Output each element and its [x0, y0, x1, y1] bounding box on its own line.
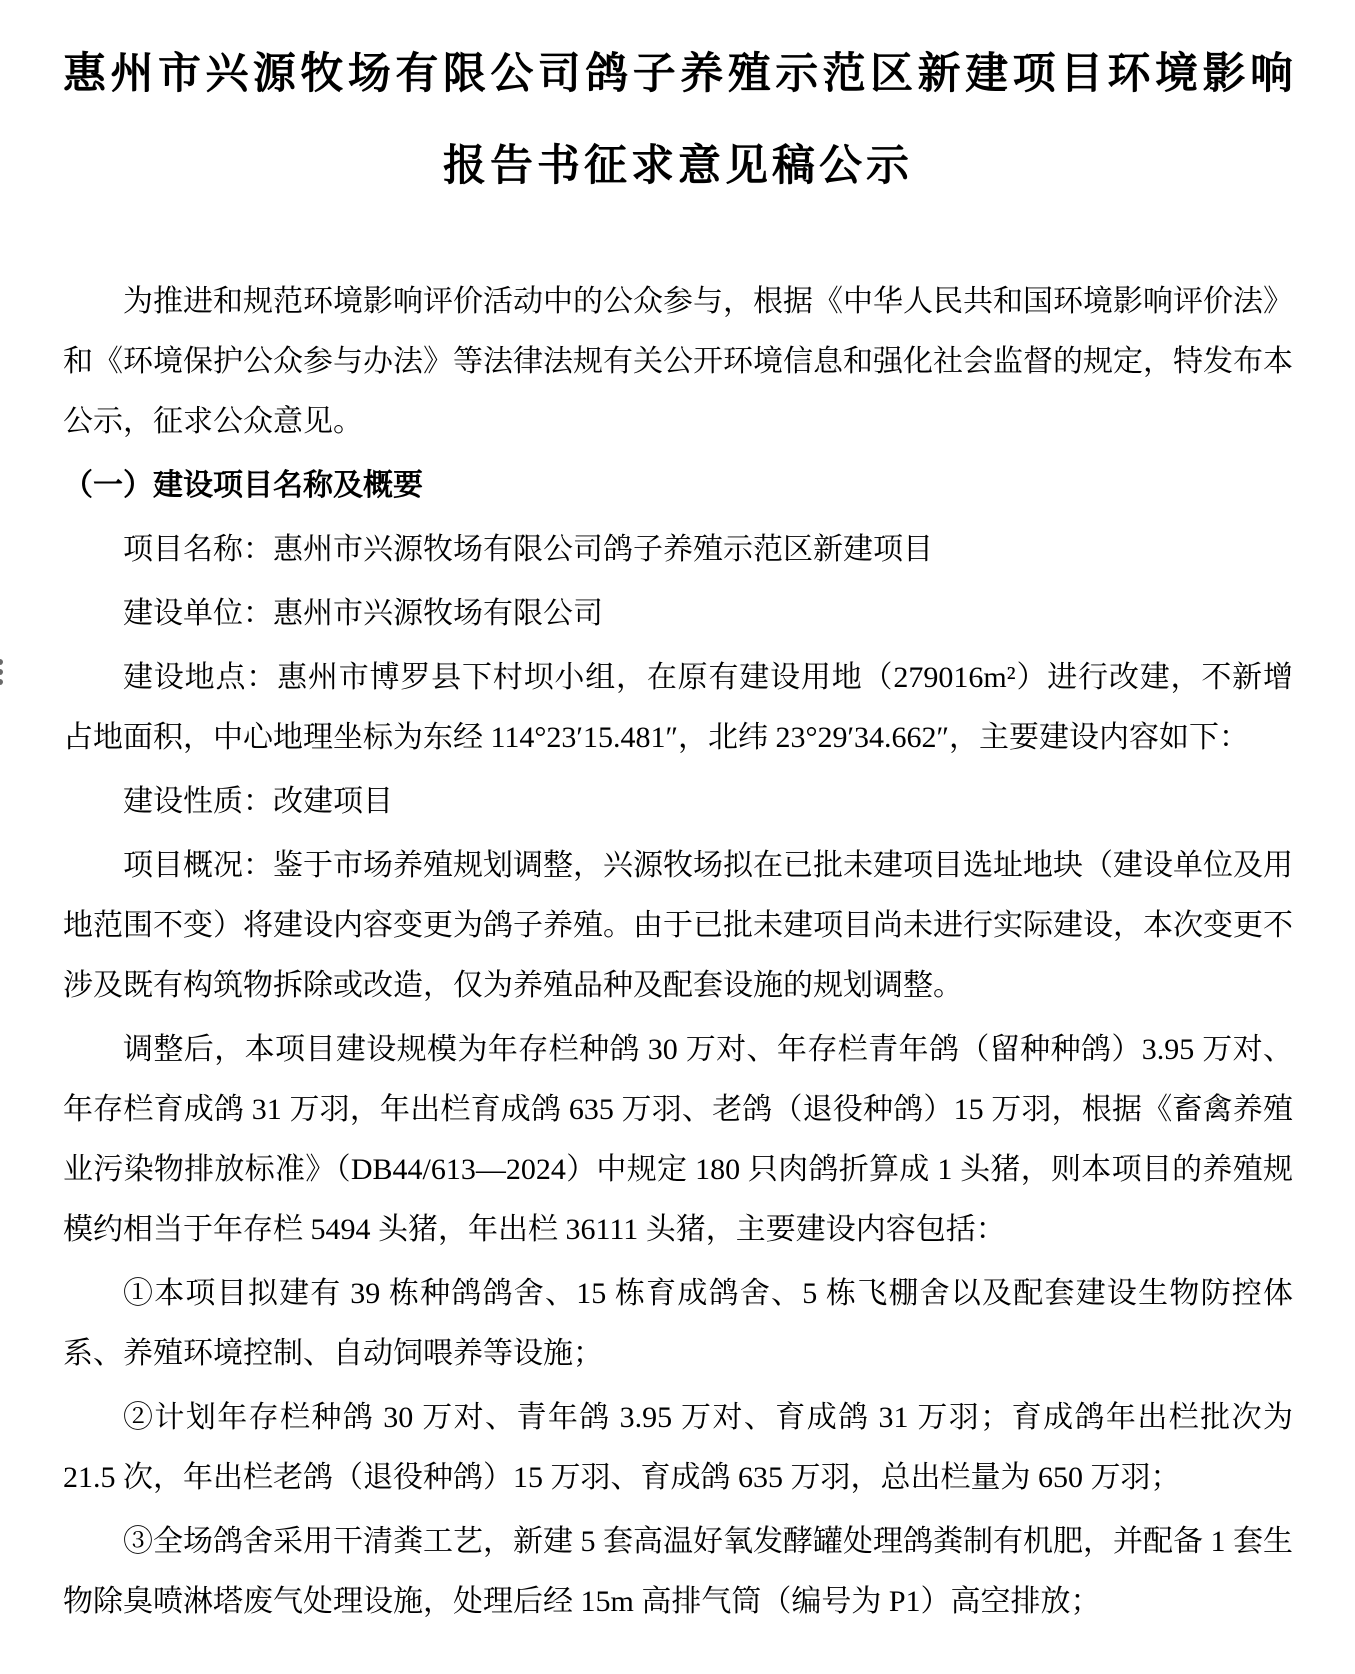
project-overview-paragraph: 项目概况：鉴于市场养殖规划调整，兴源牧场拟在已批未建项目选址地块（建设单位及用地范围不变）将建设内容变更为鸽子养殖。由于已批未建项目尚未进行实际建设，本次变更不涉及既有构筑物拆除或改造，仅为养殖品种及配套设施的规划调整。	[63, 849, 1293, 1002]
drag-handle-dot	[0, 669, 3, 675]
construction-site-paragraph: 建设地点：惠州市博罗县下村坝小组，在原有建设用地（279016m²）进行改建，不新增占地面积，中心地理坐标为东经 114°23′15.481″，北纬 23°29′34.662″，主要建设内容如下：	[63, 661, 1293, 754]
build-item-2-paragraph: ②计划年存栏种鸽 30 万对、青年鸽 3.95 万对、育成鸽 31 万羽；育成鸽年出栏批次为 21.5 次，年出栏老鸽（退役种鸽）15 万羽、育成鸽 635 万羽，总出栏量为 650 万羽；	[63, 1401, 1293, 1494]
intro-paragraph: 为推进和规范环境影响评价活动中的公众参与，根据《中华人民共和国环境影响评价法》和《环境保护公众参与办法》等法律法规有关公开环境信息和强化社会监督的规定，特发布本公示，征求公众意见。	[63, 285, 1293, 438]
build-item-3-paragraph: ③全场鸽舍采用干清粪工艺，新建 5 套高温好氧发酵罐处理鸽粪制有机肥，并配备 1 套生物除臭喷淋塔废气处理设施，处理后经 15m 高排气筒（编号为 P1）高空排放；	[63, 1525, 1293, 1618]
document-title-line-2: 报告书征求意见稿公示	[443, 142, 913, 190]
document-title-line-1: 惠州市兴源牧场有限公司鸽子养殖示范区新建项目环境影响	[63, 50, 1293, 98]
build-item-1-paragraph: ①本项目拟建有 39 栋种鸽鸽舍、15 栋育成鸽舍、5 栋飞棚舍以及配套建设生物防控体系、养殖环境控制、自动饲喂养等设施；	[63, 1277, 1293, 1370]
drag-handle-dot	[0, 679, 3, 685]
document-title	[63, 28, 1293, 212]
drag-handle-dot	[0, 659, 3, 665]
project-name-line: 项目名称：惠州市兴源牧场有限公司鸽子养殖示范区新建项目	[123, 533, 933, 566]
adjusted-scale-paragraph: 调整后，本项目建设规模为年存栏种鸽 30 万对、年存栏青年鸽（留种种鸽）3.95 万对、年存栏育成鸽 31 万羽，年出栏育成鸽 635 万羽、老鸽（退役种鸽）15 万羽，根据《畜禽养殖业污染物排放标准》（DB44/613—2024）中规定 180 只肉鸽折算成 1 头猪，则本项目的养殖规模约相当于年存栏 5494 头猪，年出栏 36111 头猪，主要建设内容包括：	[63, 1033, 1293, 1246]
drag-handle-dots-icon[interactable]	[0, 659, 5, 689]
construction-nature-line: 建设性质：改建项目	[123, 785, 393, 818]
construction-unit-line: 建设单位：惠州市兴源牧场有限公司	[123, 597, 603, 630]
document-body	[63, 272, 1293, 1632]
section-1-heading: （一）建设项目名称及概要	[63, 469, 423, 502]
